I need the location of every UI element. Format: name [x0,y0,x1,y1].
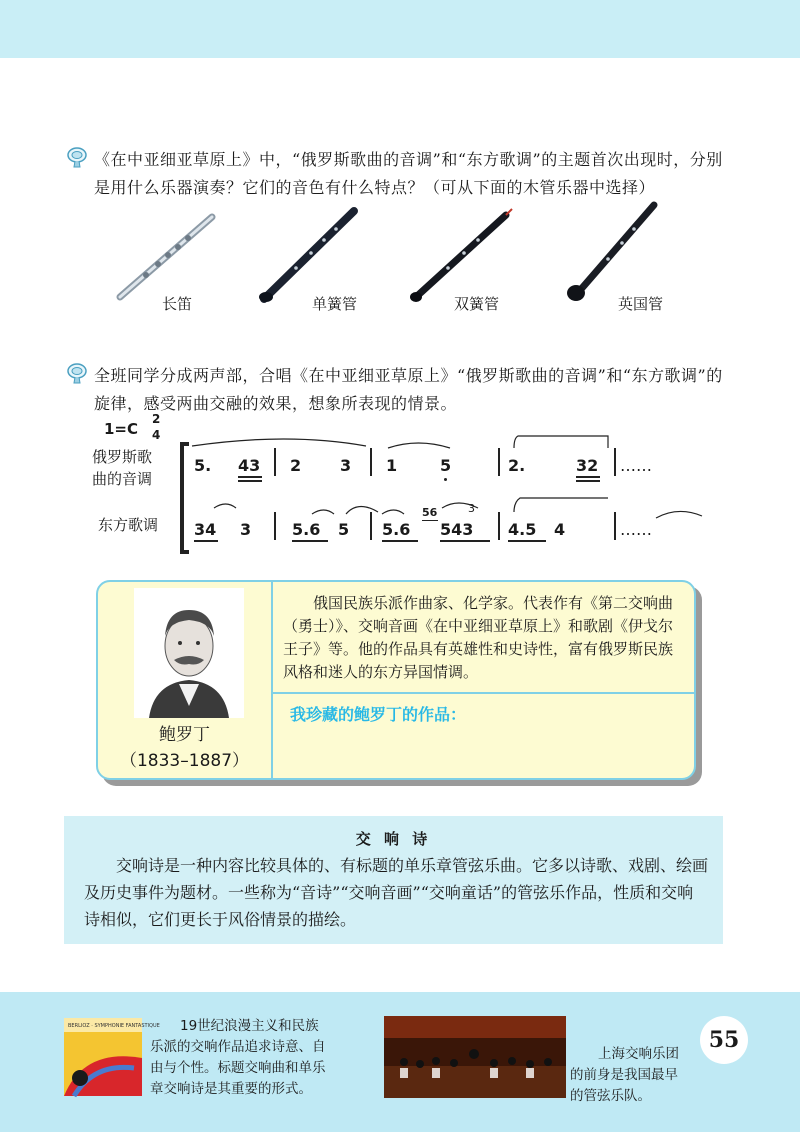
note: 4.5 [508,520,537,539]
numbered-notation-score [88,412,668,558]
symphonic-poem-box [64,816,723,944]
note: 3 [340,456,352,475]
oboe-image [406,207,516,305]
orchestra-photo [384,1016,566,1098]
top-band [0,0,800,58]
caption-left: 19世纪浪漫主义和民族 乐派的交响作品追求诗意、自 由与个性。标题交响曲和单乐 章交响诗是其重要的形式。 [150,1018,326,1097]
trumpet-bell-icon [66,146,88,168]
question-1: 《在中亚细亚草原上》中，“俄罗斯歌曲的音调”和“东方歌调”的主题首次出现时，分别是用什么乐器演奏？它们的音色有什么特点？（可从下面的木管乐器中选择） [94,150,723,197]
composer-bio-card [96,580,696,780]
key-signature: 1=C [104,420,139,438]
bio-divider [271,692,694,694]
note: 1 [386,456,398,475]
composer-years: （1833–1887） [119,751,250,771]
composer-description: 俄国民族乐派作曲家、化学家。代表作有《第二交响曲（勇士）》、交响音画《在中亚细亚草原上》和歌剧《伊戈尔王子》等。他的作品具有英雄性和史诗性，富有俄罗斯民族风格和迷人的东方异国情调。 [283,594,674,681]
note: 5. [194,456,212,475]
note: 5 [338,520,350,539]
note: 34 [194,520,217,539]
info-title: 交 响 诗 [355,830,432,848]
composer-name: 鲍罗丁 [159,725,210,745]
my-collection-label: 我珍藏的鲍罗丁的作品： [290,705,467,724]
trumpet-bell-icon [66,362,88,384]
english-horn-image [564,197,664,305]
svg-text:BERLIOZ · SYMPHONIE FANTASTIQU: BERLIOZ · SYMPHONIE FANTASTIQUE [68,1023,160,1029]
note: 43 [238,456,261,475]
info-text: 交响诗是一种内容比较具体的、有标题的单乐章管弦乐曲。它多以诗歌、戏剧、绘画及历史事件为题材。一些称为“音诗”“交响音画”“交响童话”的管弦乐作品，性质和交响诗相似，它们更长于风俗情景的描绘。 [84,856,709,929]
note: 5.6 [382,520,411,539]
instrument-row [100,205,720,315]
triplet-mark: 3 [468,502,475,515]
note: 5.6 [292,520,321,539]
ellipsis: …… [620,456,652,475]
instrument-label-oboe: 双簧管 [454,295,500,313]
note: 3 [240,520,252,539]
note: 2 [290,456,302,475]
caption-right: 上海交响乐团 的前身是我国最早 的管弦乐队。 [570,1046,679,1104]
time-signature-top: 2 [152,412,161,426]
flute-image [116,213,216,301]
note: 543 [440,520,474,539]
part-1-label: 俄罗斯歌 曲的音调 [92,448,153,488]
note: 2. [508,456,526,475]
note: 5 [440,456,452,475]
time-signature-bottom: 4 [152,428,161,442]
instrument-label-flute: 长笛 [162,295,193,313]
question-2: 全班同学分成两声部，合唱《在中亚细亚草原上》“俄罗斯歌曲的音调”和“东方歌调”的旋律，感受两曲交融的效果，想象所表现的情景。 [94,366,723,413]
part-2-label: 东方歌调 [98,516,159,534]
note: 4 [554,520,566,539]
clarinet-image [256,205,360,305]
ellipsis: …… [620,520,652,539]
page-number: 55 [700,1016,748,1064]
grace-notes: 56 [422,506,438,519]
instrument-label-clarinet: 单簧管 [312,295,358,313]
instrument-label-english-horn: 英国管 [618,295,664,313]
composer-portrait [134,588,244,718]
note: 32 [576,456,599,475]
bio-left-panel [98,582,273,778]
cd-cover-image [64,1018,160,1096]
